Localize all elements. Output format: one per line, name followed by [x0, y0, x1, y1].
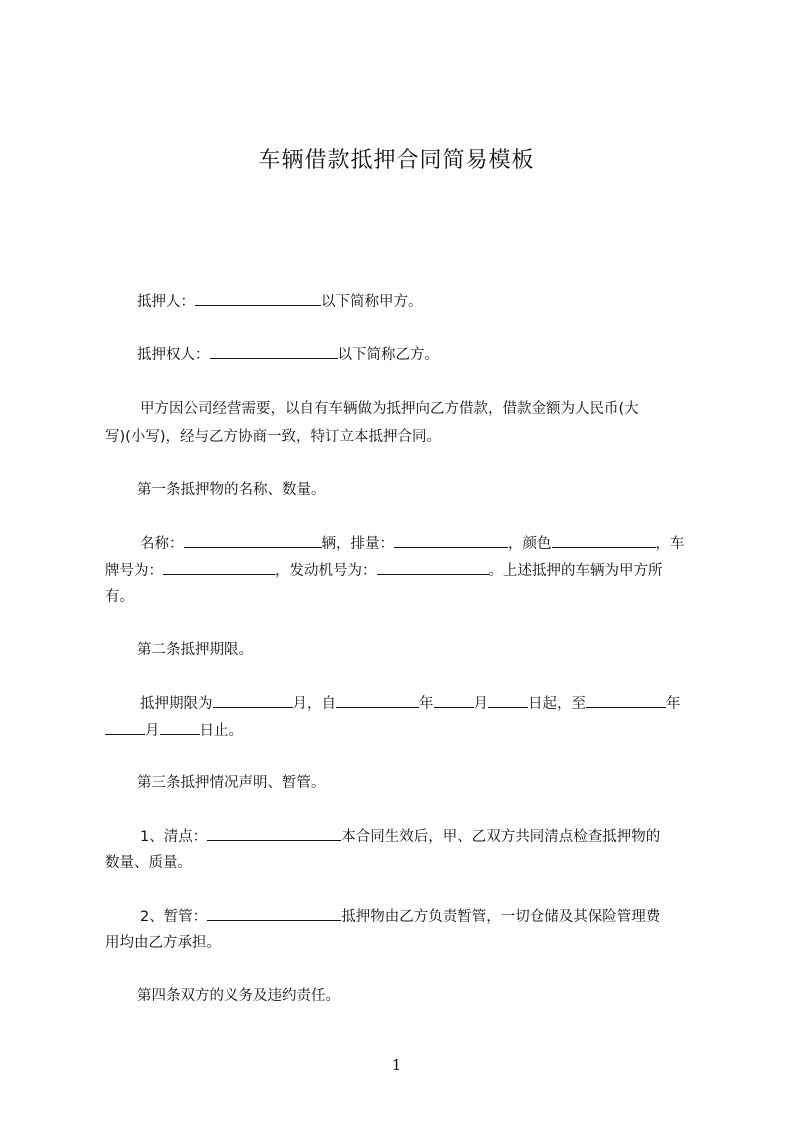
item2-blank[interactable] — [207, 906, 341, 921]
article3-item2-line — [140, 906, 660, 927]
start-year-label: 年 — [419, 696, 434, 712]
article1-name-line — [140, 533, 685, 554]
article3-item1-line — [140, 826, 660, 847]
mortgagee-blank[interactable] — [210, 344, 338, 359]
color-blank[interactable] — [552, 533, 656, 548]
engine-label: ，发动机号为： — [275, 563, 377, 579]
ownership-tail: 有。 — [105, 589, 134, 605]
article2-heading: 第二条抵押期限。 — [137, 642, 253, 658]
item1-blank[interactable] — [207, 826, 341, 841]
start-month-label: 月 — [473, 696, 488, 712]
page-number: 1 — [391, 1056, 402, 1074]
ownership-text: 。上述抵押的车辆为甲方所 — [488, 563, 663, 579]
name-blank[interactable] — [184, 533, 322, 548]
month-from: 月，自 — [292, 696, 336, 712]
article4-heading: 第四条双方的义务及违约责任。 — [137, 988, 340, 1004]
mortgagee-line — [137, 344, 439, 365]
plate-label: 牌号为： — [105, 563, 163, 579]
period-label: 抵押期限为 — [140, 696, 213, 712]
end-year-label: 年 — [666, 696, 681, 712]
intro-line-2: 写)(小写)，经与乙方协商一致，特订立本抵押合同。 — [105, 429, 441, 445]
end-month-blank[interactable] — [105, 720, 145, 735]
article3-heading: 第三条抵押情况声明、暂管。 — [137, 775, 326, 791]
color-label: ，颜色 — [508, 536, 552, 552]
displacement-blank[interactable] — [394, 533, 508, 548]
displacement-label: 辆，排量： — [321, 536, 394, 552]
end-year-blank[interactable] — [586, 693, 666, 708]
document-title: 车辆借款抵押合同简易模板 — [258, 148, 535, 173]
article1-heading: 第一条抵押物的名称、数量。 — [137, 482, 326, 498]
start-day-blank[interactable] — [488, 693, 528, 708]
end-month-label: 月 — [145, 723, 160, 739]
mortgagee-label: 抵押权人： — [137, 347, 210, 363]
car-tail: ，车 — [655, 536, 685, 552]
day-end-label: 日止。 — [199, 723, 243, 739]
engine-blank[interactable] — [377, 560, 489, 575]
mortgagor-suffix: 以下简称甲方。 — [321, 294, 423, 310]
article2-end-line — [105, 720, 243, 741]
article1-plate-line — [105, 560, 663, 581]
article2-period-line — [140, 693, 681, 714]
day-start-label: 日起，至 — [528, 696, 586, 712]
item1-label: 1、清点： — [140, 829, 208, 845]
item2-tail: 用均由乙方承担。 — [105, 935, 221, 951]
plate-blank[interactable] — [163, 560, 275, 575]
start-month-blank[interactable] — [434, 693, 474, 708]
mortgagor-line — [137, 291, 423, 312]
item2-text: 抵押物由乙方负责暂管，一切仓储及其保险管理费 — [341, 909, 661, 925]
item1-text: 本合同生效后，甲、乙双方共同清点检查抵押物的 — [341, 829, 661, 845]
mortgagee-suffix: 以下简称乙方。 — [337, 347, 439, 363]
mortgagor-blank[interactable] — [195, 291, 321, 306]
start-year-blank[interactable] — [336, 693, 419, 708]
intro-line-1: 甲方因公司经营需要，以自有车辆做为抵押向乙方借款，借款金额为人民币(大 — [140, 401, 639, 417]
name-label: 名称： — [140, 536, 184, 552]
period-blank[interactable] — [213, 693, 293, 708]
item2-label: 2、暂管： — [140, 909, 208, 925]
end-day-blank[interactable] — [160, 720, 200, 735]
mortgagor-label: 抵押人： — [137, 294, 195, 310]
item1-tail: 数量、质量。 — [105, 855, 192, 871]
